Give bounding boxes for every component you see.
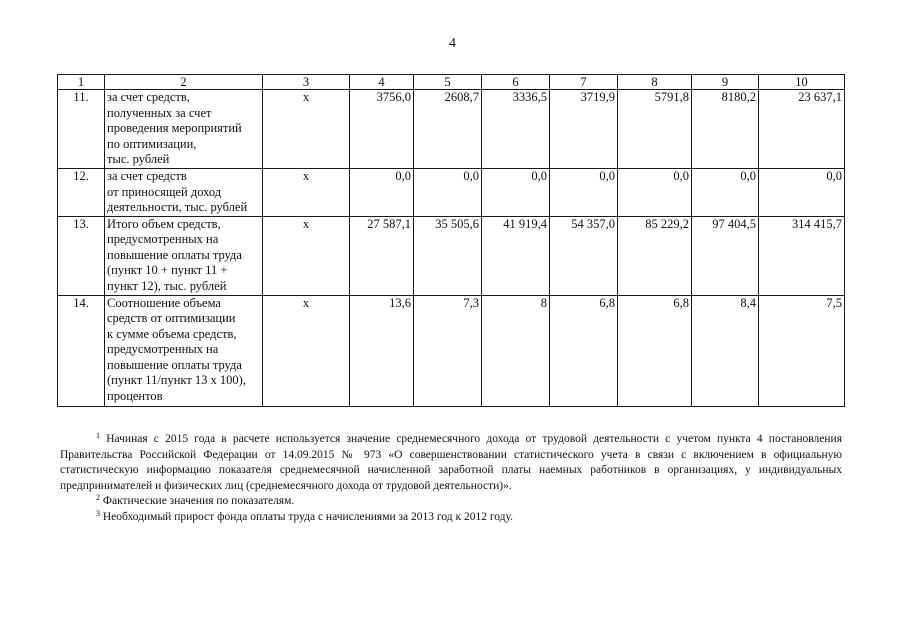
- value-cell: 3756,0: [350, 90, 414, 169]
- value-cell: 0,0: [759, 169, 845, 217]
- table-header-cell: 6: [482, 75, 550, 90]
- value-cell: 8,4: [692, 295, 759, 406]
- footnote-mark: 3: [96, 508, 100, 518]
- indicator-name-line: по оптимизации,: [107, 136, 197, 151]
- value-cell: 8: [482, 295, 550, 406]
- indicator-name-line: к сумме объема средств,: [107, 326, 237, 341]
- value-cell: 7,3: [414, 295, 482, 406]
- footnote: [60, 510, 842, 526]
- indicator-name-line: повышение оплаты труда: [107, 247, 242, 262]
- footnote-text: Фактические значения по показателям.: [102, 495, 295, 507]
- indicator-name-line: средств от оптимизации: [107, 311, 236, 325]
- footnote-mark: 2: [96, 493, 100, 502]
- table-header-cell: 4: [350, 75, 414, 90]
- value-cell: 23 637,1: [759, 90, 845, 169]
- table-header-cell: 9: [692, 75, 759, 90]
- value-cell: 3719,9: [550, 90, 618, 169]
- row-indicator-name: [105, 90, 263, 169]
- value-cell: 13,6: [350, 295, 414, 406]
- page-number: 4: [449, 36, 456, 51]
- indicator-name-line: тыс. рублей: [107, 152, 170, 166]
- indicator-name-line: процентов: [107, 388, 163, 403]
- indicator-name-line: полученных за счет: [107, 105, 212, 120]
- footnote: [60, 432, 842, 494]
- indicator-name-line: повышение оплаты труда: [107, 357, 242, 372]
- value-cell: 0,0: [350, 169, 414, 217]
- table-row: [58, 216, 845, 295]
- indicator-name-line: (пункт 10 + пункт 11 +: [107, 263, 228, 277]
- row-unit: х: [263, 216, 350, 295]
- table-header-cell: 5: [414, 75, 482, 90]
- table-header-cell: 10: [759, 75, 845, 90]
- row-indicator-name: [105, 169, 263, 217]
- footnote: [60, 494, 842, 510]
- indicator-name-line: (пункт 11/пункт 13 х 100),: [107, 373, 246, 387]
- indicator-name-line: пункт 12), тыс. рублей: [107, 278, 227, 293]
- table-header-row: [58, 75, 845, 90]
- value-cell: 6,8: [618, 295, 692, 406]
- row-number: 11.: [58, 90, 105, 169]
- value-cell: 2608,7: [414, 90, 482, 169]
- table-row: [58, 169, 845, 217]
- footnote-text: Начиная с 2015 года в расчете используется значение среднемесячного дохода от трудовой деятельности с учетом пункта 4 постановления Правительства Российской Федерации от 14.09.2015 № 973 «О совершенствовании статистического учета в связи с включением в официальную статистическую информацию показателя среднемесячной начисленной заработной платы наемных работников в организациях, у индивидуальных предпринимателей и физических лиц (среднемесячного дохода от трудовой деятельности)».: [60, 433, 842, 492]
- value-cell: 5791,8: [618, 90, 692, 169]
- footnote-mark: 1: [96, 431, 100, 440]
- table-header-cell: 3: [263, 75, 350, 90]
- value-cell: 3336,5: [482, 90, 550, 169]
- value-cell: 0,0: [550, 169, 618, 217]
- value-cell: 0,0: [482, 169, 550, 217]
- row-indicator-name: [105, 216, 263, 295]
- row-number: 14.: [58, 295, 105, 406]
- value-cell: 0,0: [618, 169, 692, 217]
- indicator-name-line: Итого объем средств,: [107, 216, 221, 231]
- row-unit: х: [263, 90, 350, 169]
- value-cell: 0,0: [692, 169, 759, 217]
- indicator-name-line: деятельности, тыс. рублей: [107, 200, 248, 214]
- table-header-cell: 8: [618, 75, 692, 90]
- footnotes: [60, 432, 842, 525]
- value-cell: 27 587,1: [350, 216, 414, 295]
- value-cell: 314 415,7: [759, 216, 845, 295]
- value-cell: 0,0: [414, 169, 482, 217]
- row-number: 12.: [58, 169, 105, 217]
- value-cell: 6,8: [550, 295, 618, 406]
- value-cell: 8180,2: [692, 90, 759, 169]
- indicator-name-line: проведения мероприятий: [107, 121, 242, 135]
- indicator-name-line: предусмотренных на: [107, 232, 219, 246]
- row-unit: х: [263, 295, 350, 406]
- value-cell: 97 404,5: [692, 216, 759, 295]
- value-cell: 85 229,2: [618, 216, 692, 295]
- table-header-cell: 2: [105, 75, 263, 90]
- indicator-name-line: за счет средств: [107, 169, 187, 183]
- value-cell: 7,5: [759, 295, 845, 406]
- indicators-table: [57, 74, 845, 407]
- indicator-name-line: предусмотренных на: [107, 342, 219, 356]
- table-row: [58, 295, 845, 406]
- row-indicator-name: [105, 295, 263, 406]
- value-cell: 54 357,0: [550, 216, 618, 295]
- table-header-cell: 1: [58, 75, 105, 90]
- table-header-cell: 7: [550, 75, 618, 90]
- value-cell: 35 505,6: [414, 216, 482, 295]
- indicator-name-line: Соотношение объема: [107, 295, 221, 310]
- row-unit: х: [263, 169, 350, 217]
- indicator-name-line: за счет средств,: [107, 90, 190, 104]
- footnote-text: Необходимый прирост фонда оплаты труда с начислениями за 2013 год к 2012 году.: [102, 510, 514, 523]
- indicator-name-line: от приносящей доход: [107, 184, 222, 199]
- value-cell: 41 919,4: [482, 216, 550, 295]
- row-number: 13.: [58, 216, 105, 295]
- table-row: [58, 90, 845, 169]
